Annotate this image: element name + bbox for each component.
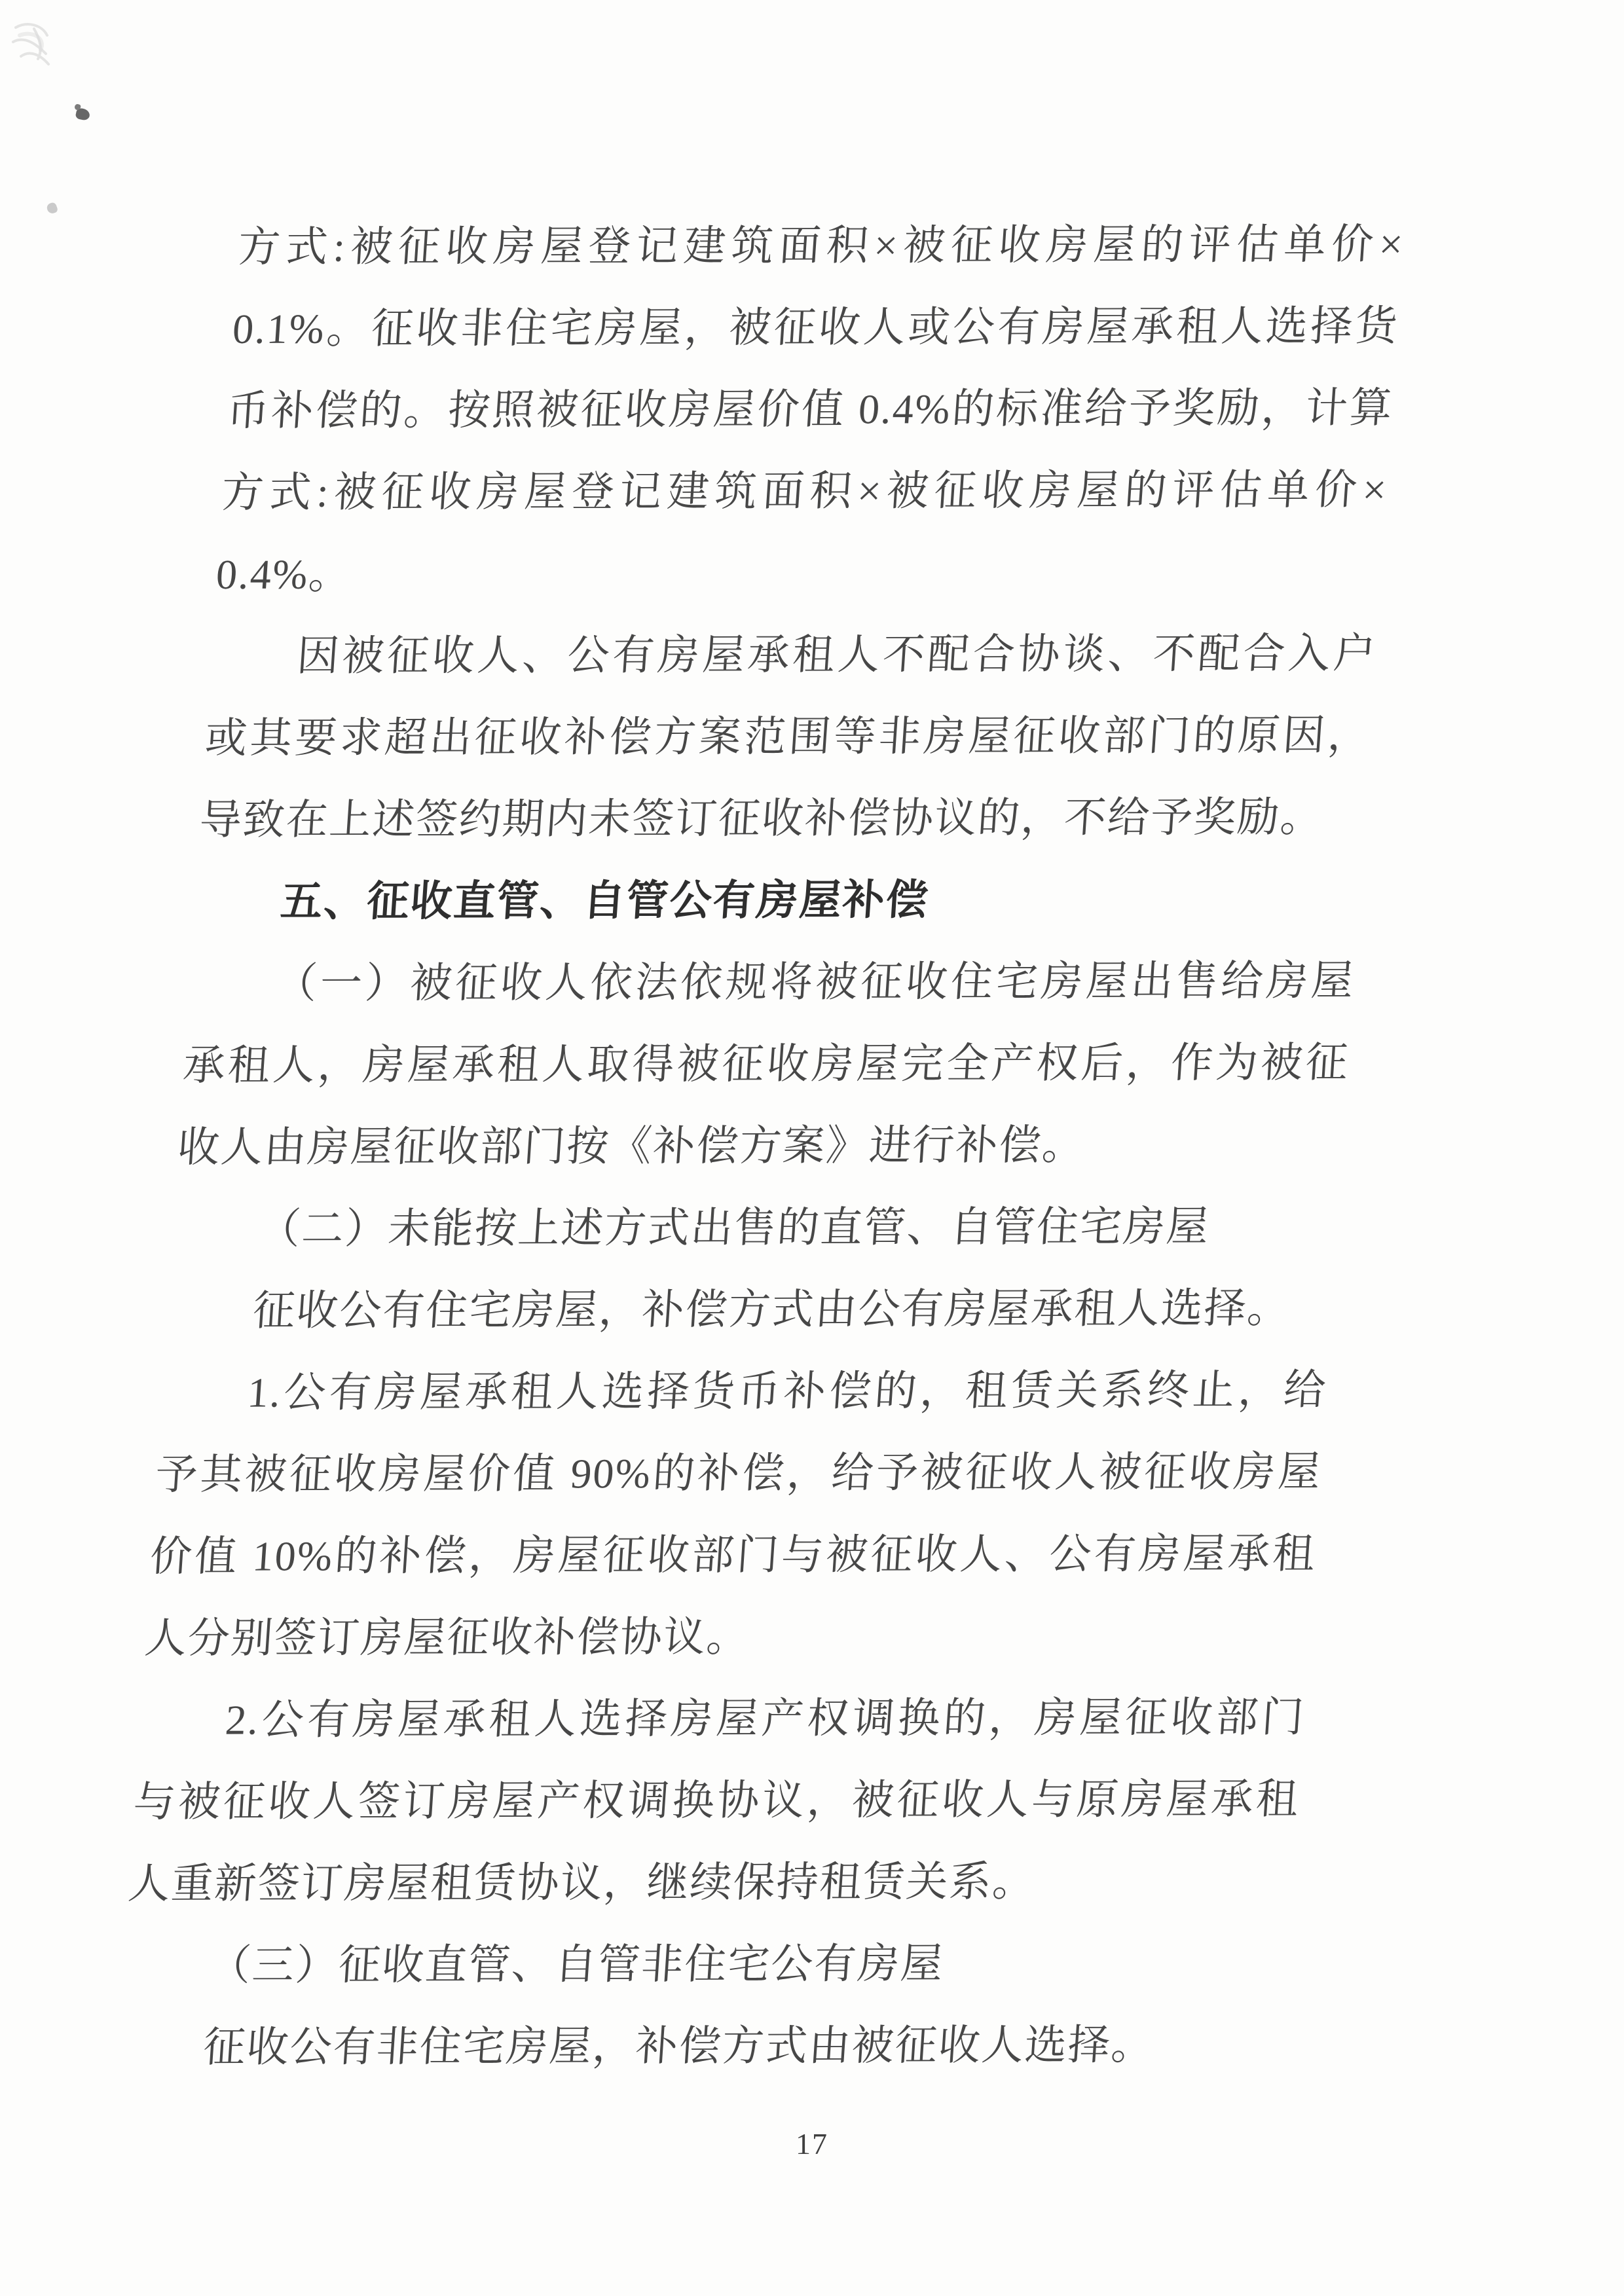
text-line: 0.4%。 bbox=[214, 551, 354, 598]
scan-smudge-artifact bbox=[8, 16, 70, 78]
text-line: 方式:被征收房屋登记建筑面积×被征收房屋的评估单价× bbox=[236, 221, 1406, 270]
text-line: 征收公有住宅房屋，补偿方式由公有房屋承租人选择。 bbox=[251, 1285, 1293, 1334]
text-line: 与被征收人签订房屋产权调换协议，被征收人与原房屋承租 bbox=[132, 1776, 1301, 1825]
text-line: 0.1%。征收非住宅房屋，被征收人或公有房屋承租人选择货 bbox=[231, 302, 1401, 352]
text-line: （三）征收直管、自管非住宅公有房屋 bbox=[207, 1940, 946, 1989]
page-number: 17 bbox=[796, 2127, 828, 2160]
text-line: （一）被征收人依法依规将被征收住宅房屋出售给房屋 bbox=[273, 957, 1356, 1007]
text-line: 因被征收人、公有房屋承租人不配合协谈、不配合入户 bbox=[295, 630, 1378, 680]
text-line: 1.公有房屋承租人选择货币补偿的，租赁关系终止，给 bbox=[246, 1366, 1329, 1416]
text-line: 人分别签订房屋征收补偿协议。 bbox=[143, 1613, 752, 1662]
text-line: 币补偿的。按照被征收房屋价值 0.4%的标准给予奖励，计算 bbox=[225, 384, 1395, 434]
text-line: （二）未能按上述方式出售的直管、自管住宅房屋 bbox=[257, 1203, 1211, 1252]
text-line: 价值 10%的补偿，房屋征收部门与被征收人、公有房屋承租 bbox=[148, 1530, 1318, 1580]
text-line: 征收公有非住宅房屋，补偿方式由被征收人选择。 bbox=[202, 2021, 1156, 2071]
text-line: 2.公有房屋承租人选择房屋产权调换的，房屋征收部门 bbox=[223, 1694, 1307, 1743]
scan-speck-artifact bbox=[46, 202, 59, 215]
text-line: 予其被征收房屋价值 90%的补偿，给予被征收人被征收房屋 bbox=[154, 1448, 1323, 1498]
text-line: 人重新签订房屋租赁协议，继续保持租赁关系。 bbox=[126, 1858, 1038, 1907]
text-line: 导致在上述签约期内未签订征收补偿协议的，不给予奖励。 bbox=[198, 793, 1325, 843]
text-line: 方式:被征收房屋登记建筑面积×被征收房屋的评估单价× bbox=[220, 466, 1390, 516]
text-line: 承租人，房屋承租人取得被征收房屋完全产权后，作为被征 bbox=[181, 1039, 1351, 1089]
text-line: 收人由房屋征收部门按《补偿方案》进行补偿。 bbox=[175, 1121, 1087, 1171]
section-heading: 五、征收直管、自管公有房屋补偿 bbox=[279, 877, 931, 925]
scan-speck-artifact bbox=[75, 107, 90, 121]
document-body bbox=[114, 203, 1407, 2088]
text-line: 或其要求超出征收补偿方案范围等非房屋征收部门的原因， bbox=[203, 712, 1373, 761]
